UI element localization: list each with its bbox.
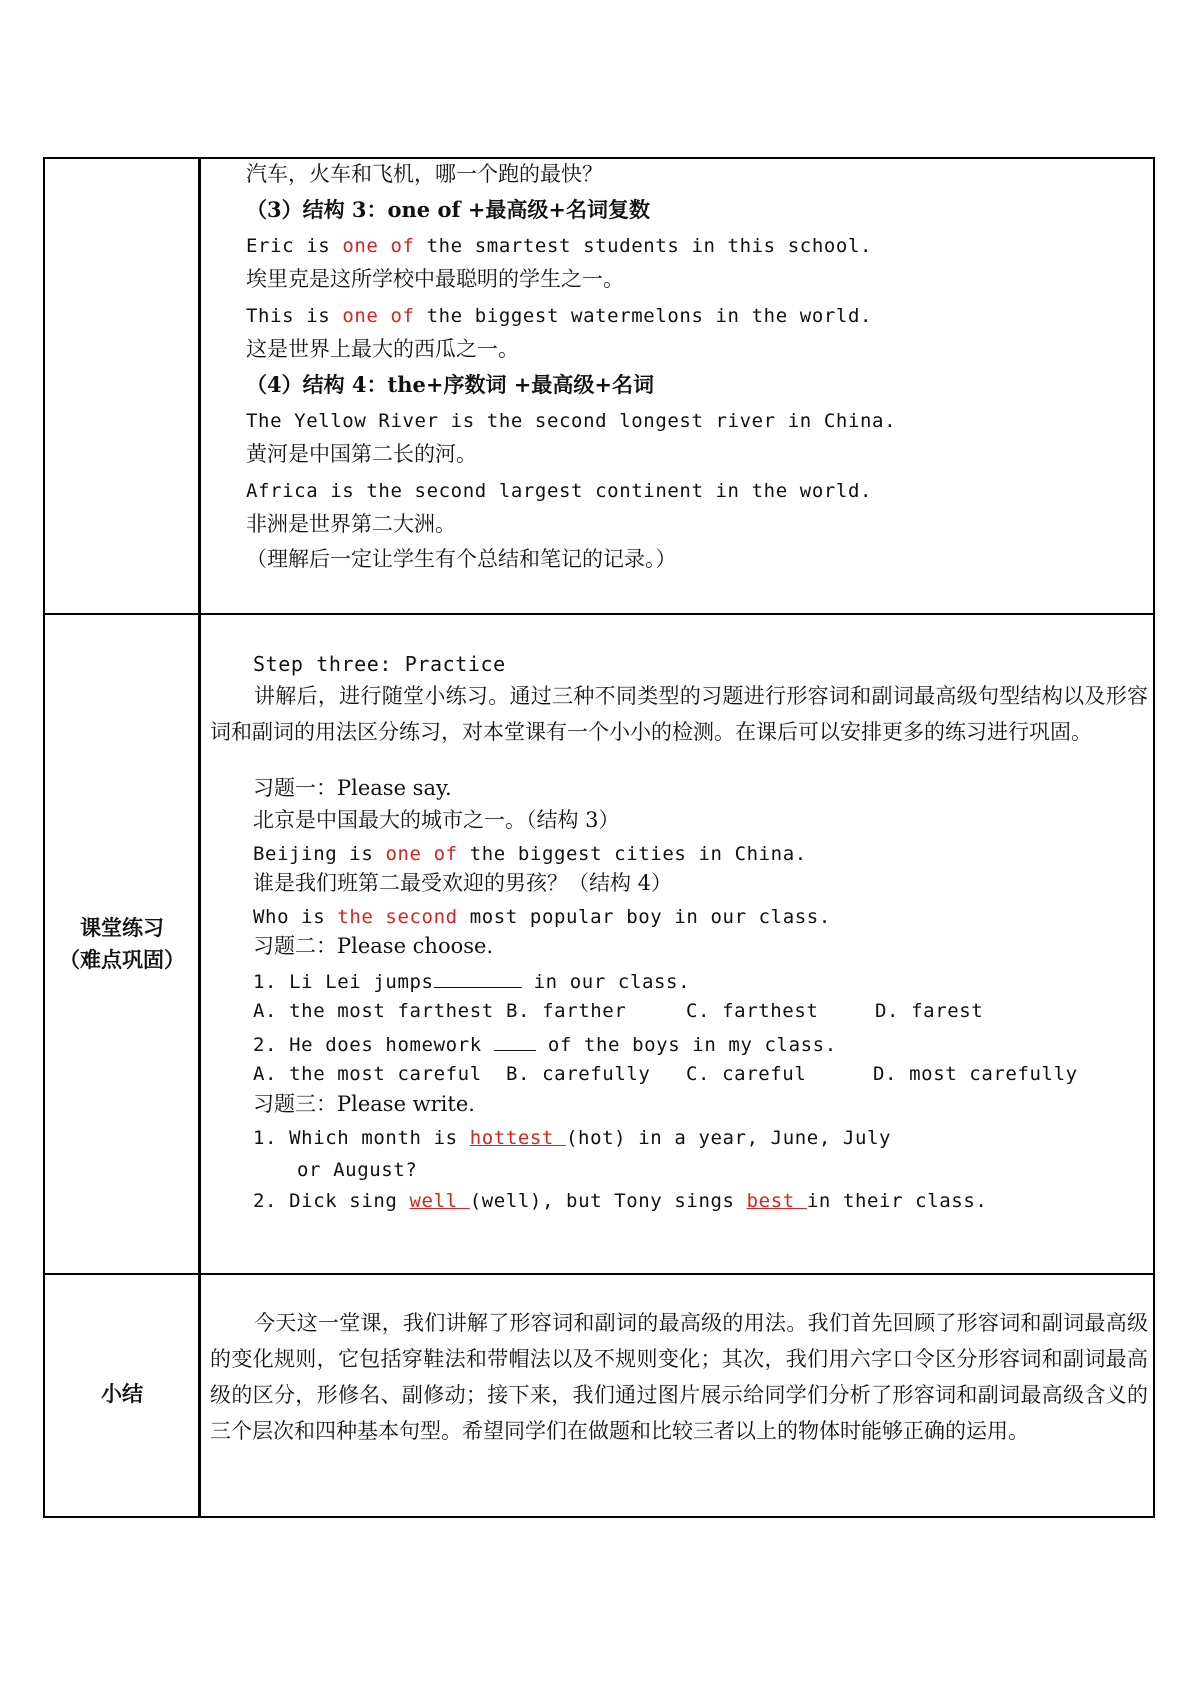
option-a: A. the most farthest bbox=[253, 1000, 494, 1022]
task1-question1: 北京是中国最大的城市之一。（结构 3） bbox=[253, 808, 620, 832]
example-africa: Africa is the second largest continent in the world. bbox=[246, 480, 873, 502]
task1-heading-text: 习题一：Please say. bbox=[253, 776, 452, 800]
example-eric bbox=[246, 235, 872, 258]
task1-answer1 bbox=[253, 843, 807, 866]
task2-question1 bbox=[253, 969, 690, 994]
practice-label bbox=[46, 913, 198, 976]
answer-blank bbox=[494, 1032, 536, 1051]
practice-label-line2: （难点巩固） bbox=[59, 947, 185, 972]
task3-question1-cont: or August? bbox=[297, 1159, 418, 1181]
task1-heading bbox=[253, 776, 452, 801]
question-text: (hot) in a year, June, July bbox=[566, 1127, 892, 1149]
example-watermelon bbox=[246, 305, 872, 328]
option-b: B. farther bbox=[506, 1000, 627, 1022]
example-africa-translation: 非洲是世界第二大洲。 bbox=[246, 512, 456, 536]
table-right-border bbox=[1153, 157, 1155, 1518]
example-watermelon-translation: 这是世界上最大的西瓜之一。 bbox=[246, 337, 519, 361]
answer-text: the biggest cities in China. bbox=[457, 843, 807, 865]
example-yellow-river-translation: 黄河是中国第二长的河。 bbox=[246, 442, 477, 466]
option-c: C. careful bbox=[686, 1063, 807, 1085]
practice-intro: 讲解后，进行随堂小练习。通过三种不同类型的习题进行形容词和副词最高级句型结构以及形容词和副词的用法区分练习，对本堂课有一个小小的检测。在课后可以安排更多的练习进行巩固。 bbox=[210, 684, 1148, 744]
question-text: in our class. bbox=[521, 971, 691, 993]
answer-well: well bbox=[409, 1190, 470, 1212]
highlight-the-second: the second bbox=[337, 906, 458, 928]
structure-4-heading: （4）结构 4：the+序数词 +最高级+名词 bbox=[246, 372, 654, 397]
task3-question1 bbox=[253, 1127, 891, 1150]
table-top-border bbox=[43, 157, 1155, 159]
teacher-note: （理解后一定让学生有个总结和笔记的记录。） bbox=[246, 547, 677, 571]
cn-question-line: 汽车，火车和飞机，哪一个跑的最快？ bbox=[246, 162, 603, 186]
task2-heading: 习题二：Please choose. bbox=[253, 934, 494, 958]
option-c: C. farthest bbox=[686, 1000, 819, 1022]
answer-text: Who is bbox=[253, 906, 338, 928]
option-d: D. most carefully bbox=[873, 1063, 1078, 1085]
practice-label-line1: 课堂练习 bbox=[80, 916, 164, 940]
task3-heading: 习题三：Please write. bbox=[253, 1092, 475, 1116]
task2-question2 bbox=[253, 1032, 837, 1057]
question-text: 1. Li Lei jumps bbox=[253, 971, 434, 993]
question-text: 1. Which month is bbox=[253, 1127, 470, 1149]
example-eric-translation: 埃里克是这所学校中最聪明的学生之一。 bbox=[246, 267, 624, 291]
question-text: of the boys in my class. bbox=[535, 1034, 837, 1056]
option-d: D. farest bbox=[875, 1000, 984, 1022]
highlight-one-of: one of bbox=[342, 305, 415, 327]
table-bottom-border bbox=[43, 1516, 1155, 1518]
question-text: 2. Dick sing bbox=[253, 1190, 410, 1212]
example-text: This is bbox=[246, 305, 343, 327]
question-text: in their class. bbox=[806, 1190, 988, 1212]
column-divider bbox=[198, 157, 201, 1518]
row-divider-2 bbox=[43, 1273, 1155, 1275]
option-a: A. the most careful bbox=[253, 1063, 482, 1085]
highlight-one-of: one of bbox=[342, 235, 415, 257]
task1-question2: 谁是我们班第二最受欢迎的男孩？（结构 4） bbox=[253, 871, 673, 895]
structure-3-heading: （3）结构 3：one of +最高级+名词复数 bbox=[246, 197, 651, 222]
question-text: 2. He does homework bbox=[253, 1034, 494, 1056]
option-b: B. carefully bbox=[506, 1063, 651, 1085]
table-left-border bbox=[43, 157, 45, 1518]
task3-question2 bbox=[253, 1190, 987, 1213]
highlight-one-of: one of bbox=[385, 843, 458, 865]
example-yellow-river: The Yellow River is the second longest river in China. bbox=[246, 410, 897, 432]
example-text: the smartest students in this school. bbox=[414, 235, 873, 257]
summary-label: 小结 bbox=[101, 1382, 143, 1406]
answer-text: Beijing is bbox=[253, 843, 386, 865]
answer-best: best bbox=[746, 1190, 807, 1212]
summary-text: 今天这一堂课，我们讲解了形容词和副词的最高级的用法。我们首先回顾了形容词和副词最高级的变化规则，它包括穿鞋法和带帽法以及不规则变化；其次，我们用六字口令区分形容词和副词最高级的区分，形修名、副修动；接下来，我们通过图片展示给同学们分析了形容词和副词最高级含义的三个层次和四种基本句型。希望同学们在做题和比较三者以上的物体时能够正确的运用。 bbox=[210, 1311, 1148, 1443]
example-text: the biggest watermelons in the world. bbox=[414, 305, 873, 327]
answer-hottest: hottest bbox=[469, 1127, 567, 1149]
answer-text: most popular boy in our class. bbox=[457, 906, 831, 928]
example-text: Eric is bbox=[246, 235, 343, 257]
step-heading: Step three: Practice bbox=[253, 652, 506, 676]
task1-answer2 bbox=[253, 906, 831, 929]
row-divider-1 bbox=[43, 613, 1155, 615]
answer-blank bbox=[434, 969, 522, 988]
question-text: (well), but Tony sings bbox=[469, 1190, 747, 1212]
